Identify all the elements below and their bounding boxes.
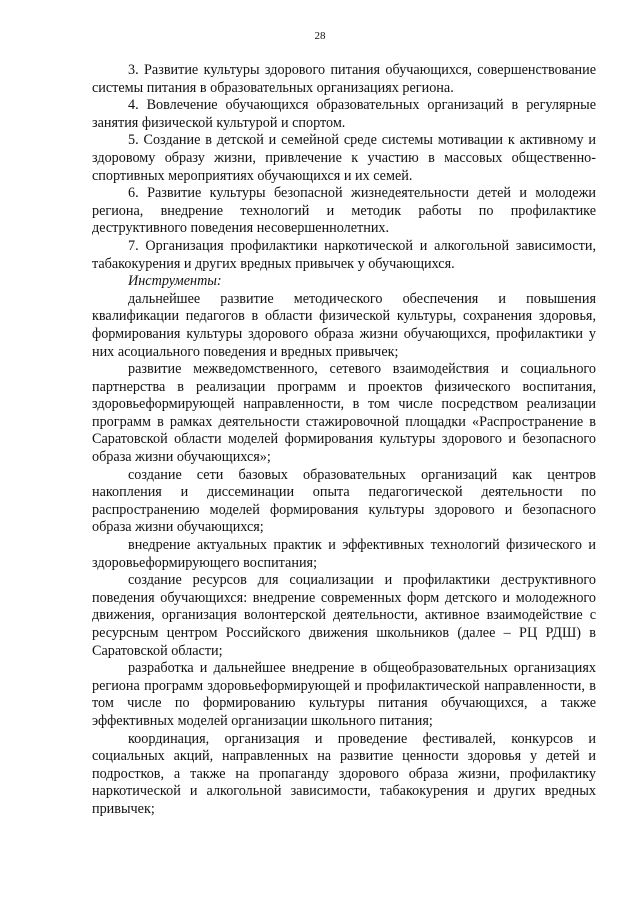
task-item-7: 7. Организация профилактики наркотической и алкогольной зависимости, табакокурения и других вредных привычек у обучающихся.: [92, 237, 596, 272]
task-item-4: 4. Вовлечение обучающихся образовательных организаций в регулярные занятия физической культурой и спортом.: [92, 97, 596, 131]
task-item-3: 3. Развитие культуры здорового питания обучающихся, совершенствование системы питания в образовательных организациях региона.: [92, 62, 596, 96]
task-item-5: 5. Создание в детской и семейной среде системы мотивации к активному и здоровому образу жизни, привлечение к участию в массовых общественно-спортивных мероприятиях обучающихся и их семей.: [92, 132, 596, 184]
instrument-item: развитие межведомственного, сетевого взаимодействия и социального партнерства в реализации программ и проектов физического воспитания, здоровьеформирующей направленности, в том числе посредством реализации программ в рамках деятельности стажировочной площадки «Распространение в Саратовской области моделей формирования культуры здорового и безопасного образа жизни обучающихся»;: [92, 361, 596, 466]
instruments-heading: Инструменты:: [128, 273, 222, 290]
page-number: 28: [314, 30, 326, 42]
instrument-item: создание ресурсов для социализации и профилактики деструктивного поведения обучающихся: внедрение современных форм детского и молодежного движения, организация волонтерской деятельности, активное взаимодействие с ресурсным центром Российского движения школьников (далее – РЦ РДШ) в Саратовской области;: [92, 572, 596, 659]
instrument-item: внедрение актуальных практик и эффективных технологий физического и здоровьеформирующего воспитания;: [92, 537, 596, 571]
instrument-item: создание сети базовых образовательных организаций как центров накопления и диссеминации опыта педагогической деятельности по распространению моделей формирования культуры здорового и безопасного образа жизни обучающихся;: [92, 466, 596, 536]
instrument-item: дальнейшее развитие методического обеспечения и повышения квалификации педагогов в области физической культуры, сохранения здоровья, формирования культуры здорового образа жизни обучающихся, профилактики у них асоциального поведения и вредных привычек;: [92, 290, 596, 360]
instrument-item: координация, организация и проведение фестивалей, конкурсов и социальных акций, направленных на развитие ценности здоровья у детей и подростков, а также на пропаганду здорового образа жизни, профилактику наркотической и алкогольной зависимости, табакокурения и других вредных привычек;: [92, 730, 596, 817]
document-body: [92, 62, 596, 819]
instrument-item: разработка и дальнейшее внедрение в общеобразовательных организациях региона программ здоровьеформирующей и профилактической направленности, в том числе по формированию культуры питания обучающихся, а также эффективных моделей организации школьного питания;: [92, 660, 596, 729]
task-item-6: 6. Развитие культуры безопасной жизнедеятельности детей и молодежи региона, внедрение технологий и методик работы по профилактике деструктивного поведения несовершеннолетних.: [92, 185, 596, 237]
